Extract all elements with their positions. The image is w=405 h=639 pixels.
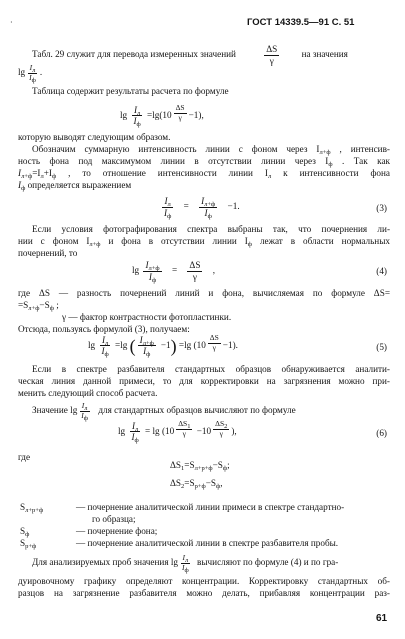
definition-3-text: — почернение аналитической линии в спектре разбавителя пробы. [76,538,339,548]
fraction-il-if: $\frac{I_л}{I_ф}$ [29,63,36,84]
paragraph-7-line-3: менить следующий способ расчета. [18,388,158,398]
paragraph-2: Таблица содержит результаты расчета по формуле [32,86,229,96]
definition-3-symbol: $S_{р+ф}$ [20,538,37,550]
paragraph-3: которую выводят следующим образом. [18,132,171,142]
paragraph-4-line-4: $I_ф$ определяется выражением [18,180,132,192]
equation-number-6: (6) [376,428,387,438]
formula-delta-s1: $\Delta S_1=S_{л+р+ф}-S_ф$; [170,460,230,472]
formula-main: lg $\frac{I_л}{I_ф}$ =lg(10 $\frac{\Delta S}{\gamma}$ −1), [120,103,204,129]
paragraph-9-line-2: дуировочному графику определяют концентрации. Корректировку стандартных об- [18,576,390,586]
definition-1-symbol: $S_{л+р+ф}$ [20,502,44,514]
paragraph-5-line-2: нии с фоном $I_{л+ф}$ и фона в отсутствии линии $I_ф$ лежат в области нормальных [18,236,390,248]
fraction-il-if-main: $\frac{I_л}{I_ф}$ [133,104,141,129]
exponent-delta-s-gamma-5: $\frac{\Delta S}{\gamma}$ [209,333,219,352]
page-number: 61 [376,613,388,624]
paragraph-1-line-1: Табл. 29 служит для перевода измеренных значений $\frac{\Delta S}{\gamma}$ на значения [32,44,348,66]
paragraph-6-line-4: Отсюда, пользуясь формулой (3), получаем: [18,324,190,334]
paragraph-5-line-1: Если условия фотографирования спектра выбраны так, что почернения ли- [32,224,390,234]
formula-3: $\frac{I_л}{I_ф}$ = $\frac{I_{л+ф}}{I_ф}$ −1. [164,196,240,220]
fraction-ilf-if-4: $\frac{I_{л+ф}}{I_ф}$ [145,260,160,284]
fraction-il-if-8: $\frac{I_л}{I_ф}$ [81,401,89,422]
fraction-delta-s-gamma-4: $\frac{\Delta S}{\gamma}$ [189,260,201,282]
paragraph-4-line-2: ность фона под максимумом линии в отсутствии линии через $I_ф$ . Так как [18,156,390,168]
formula-delta-s2: $\Delta S_2=S_{р+ф}-S_ф$, [170,478,223,490]
equation-number-4: (4) [376,266,387,276]
paragraph-4-line-3: $I_{л+ф}=I_л+I_ф$ , то отношение интенсивности линии $I_л$ к интенсивности фона [18,168,390,180]
fraction-ilf-if-5: $\frac{I_{л+ф}}{I_ф}$ [139,334,154,359]
formula-5: lg $\frac{I_л}{I_ф}$ =lg ( $\frac{I_{л+ф}}{I_ф}$ −1) =lg (10 $\frac{\Delta S}{\gamma}$ −1). [88,333,238,359]
paragraph-1-line-2: lg $\frac{I_л}{I_ф}$ . [18,63,43,84]
equation-number-5: (5) [376,342,387,352]
paragraph-8: Значение lg $\frac{I_л}{I_ф}$ для стандартных образцов вычисляют по формуле [32,401,296,422]
margin-dot: · [10,18,13,27]
fraction-il-if-3: $\frac{I_л}{I_ф}$ [164,196,172,220]
exponent-delta-s2-gamma: $\frac{\Delta S_2}{\gamma}$ [215,419,228,438]
exponent-delta-s-gamma: $\frac{\Delta S}{\gamma}$ [175,103,185,122]
equation-number-3: (3) [376,203,387,213]
definition-1-text-cont: го образца; [92,514,136,524]
fraction-ilf-if-3: $\frac{I_{л+ф}}{I_ф}$ [201,196,216,220]
paragraph-9-line-1: Для анализируемых проб значения lg $\frac{I_л}{I_ф}$ вычисляют по формуле (4) и по гра- [32,553,339,574]
formula-6: lg $\frac{I_л}{I_ф}$ = lg (10 $\frac{\Delta S_1}{\gamma}$ −10 $\frac{\Delta S_2}{\gamma}$ ), [118,419,237,445]
standard-header: ГОСТ 14339.5—91 С. 51 [247,17,355,28]
paragraph-6-line-3: γ — фактор контрастности фотопластинки. [62,312,232,322]
paragraph-7-line-2: ческая линия данной примеси, то для корректировки на загрязнения можно при- [18,376,390,386]
paragraph-9-line-3: разцов на загрязнение разбавителя можно делать, прибавляя концентрации раз- [18,588,390,598]
paragraph-6-line-2: $=S_{л+ф}-S_ф$ ; [18,300,59,312]
formula-4: lg $\frac{I_{л+ф}}{I_ф}$ = $\frac{\Delta S}{\gamma}$ , [132,260,216,284]
fraction-il-if-5: $\frac{I_л}{I_ф}$ [101,334,109,359]
fraction-il-if-6: $\frac{I_л}{I_ф}$ [131,420,139,445]
fraction-delta-s-gamma: $\frac{\Delta S}{\gamma}$ [266,44,278,66]
exponent-delta-s1-gamma: $\frac{\Delta S_1}{\gamma}$ [178,419,191,438]
paragraph-6-line-1: где ΔS — разность почернений линий и фона, вычисляемая по формуле ΔS= [18,288,390,298]
definition-1-text: — почернение аналитической линии примеси в спектре стандартно- [76,502,345,512]
fraction-il-if-9: $\frac{I_л}{I_ф}$ [182,553,189,574]
paragraph-5-line-3: почернений, то [18,248,78,258]
definition-2-text: — почернение фона; [76,526,158,536]
where-label: где [18,452,31,462]
paragraph-7-line-1: Если в спектре разбавителя стандартных образцов обнаруживается аналити- [32,364,390,374]
paragraph-4-line-1: Обозначим суммарную интенсивность линии с фоном через $I_{л+ф}$ , интенсив- [32,144,390,156]
definition-2-symbol: $S_ф$ [20,526,30,538]
